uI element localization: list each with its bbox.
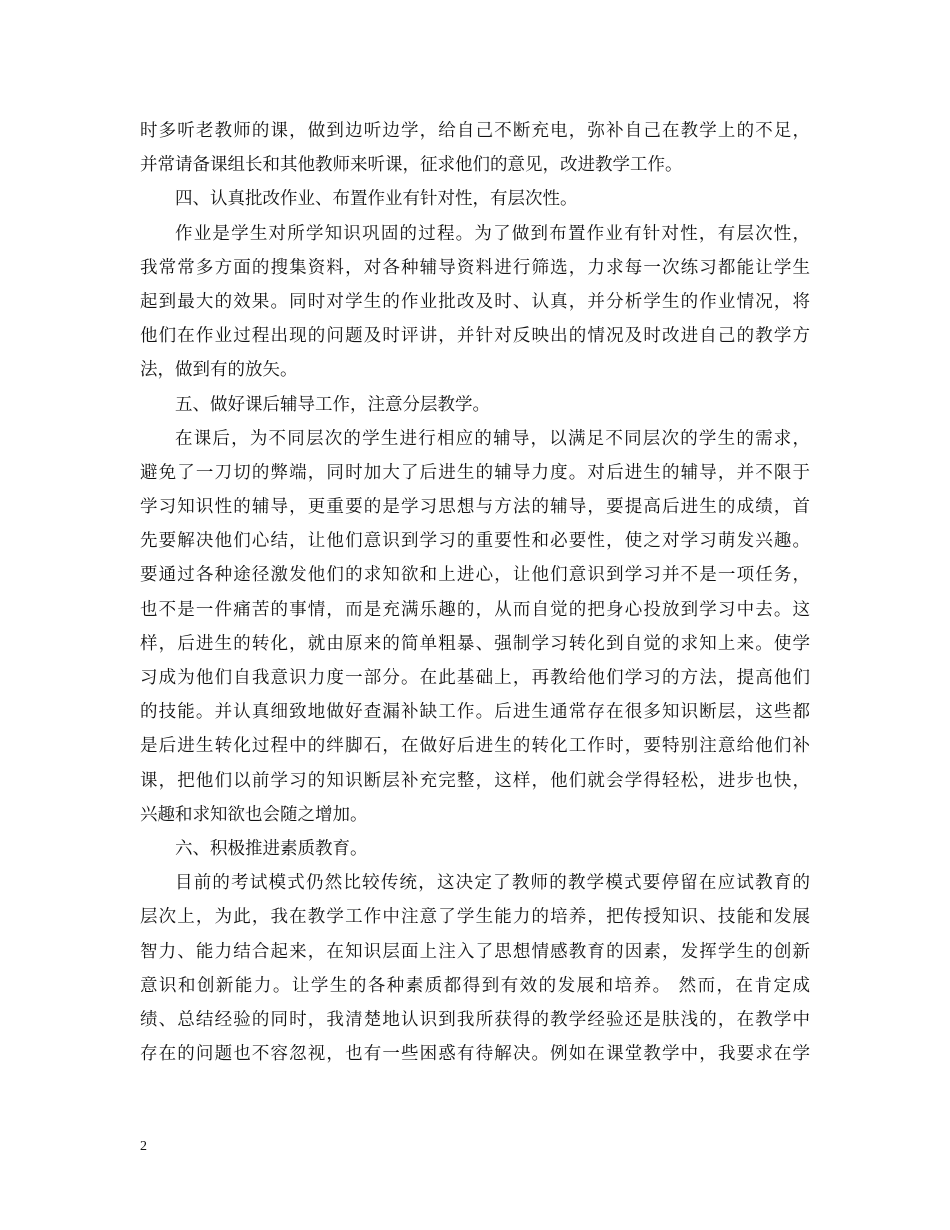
text-line: 在课后，为不同层次的学生进行相应的辅导，以满足不同层次的学生的需求， <box>175 428 810 449</box>
text-line: 是后进生转化过程中的绊脚石，在做好后进生的转化工作时，要特别注意给他们补 <box>140 736 810 757</box>
text-line: 意识和创新能力。让学生的各种素质都得到有效的发展和培养。 然而，在肯定成 <box>140 975 810 996</box>
text-line: 我常常多方面的搜集资料，对各种辅导资料进行筛选，力求每一次练习都能让学生 <box>140 257 810 278</box>
text-line: 作业是学生对所学知识巩固的过程。为了做到布置作业有针对性，有层次性， <box>175 223 810 244</box>
text-line: 也不是一件痛苦的事情，而是充满乐趣的，从而自觉的把身心投放到学习中去。这 <box>140 599 810 620</box>
text-line: 四、认真批改作业、布置作业有针对性，有层次性。 <box>175 189 578 210</box>
text-line: 要通过各种途径激发他们的求知欲和上进心，让他们意识到学习并不是一项任务， <box>140 565 810 586</box>
text-line: 习成为他们自我意识力度一部分。在此基础上，再教给他们学习的方法，提高他们 <box>140 668 810 688</box>
page-number: 2 <box>140 1139 147 1154</box>
text-line: 的技能。并认真细致地做好查漏补缺工作。后进生通常存在很多知识断层，这些都 <box>140 702 810 723</box>
text-line: 他们在作业过程出现的问题及时评讲，并针对反映出的情况及时改进自己的教学方 <box>140 326 810 347</box>
text-line: 层次上，为此，我在教学工作中注意了学生能力的培养，把传授知识、技能和发展 <box>140 907 810 928</box>
text-line: 课，把他们以前学习的知识断层补充完整，这样，他们就会学得轻松，进步也快， <box>140 770 810 791</box>
text-line: 兴趣和求知欲也会随之增加。 <box>140 804 368 825</box>
body-text <box>140 114 810 1071</box>
text-line: 避免了一刀切的弊端，同时加大了后进生的辅导力度。对后进生的辅导，并不限于 <box>140 462 810 483</box>
text-line: 五、做好课后辅导工作，注意分层教学。 <box>175 394 490 415</box>
text-line: 法，做到有的放矢。 <box>140 360 298 381</box>
text-line: 存在的问题也不容忽视，也有一些困惑有待解决。例如在课堂教学中，我要求在学 <box>140 1044 810 1065</box>
text-line: 起到最大的效果。同时对学生的作业批改及时、认真，并分析学生的作业情况，将 <box>140 291 810 312</box>
text-line: 样，后进生的转化，就由原来的简单粗暴、强制学习转化到自觉的求知上来。使学 <box>140 633 810 654</box>
text-line: 绩、总结经验的同时，我清楚地认识到我所获得的教学经验还是肤浅的，在教学中 <box>140 1009 810 1030</box>
text-line: 先要解决他们心结，让他们意识到学习的重要性和必要性，使之对学习萌发兴趣。 <box>140 531 810 552</box>
text-line: 六、积极推进素质教育。 <box>175 838 368 859</box>
text-line: 学习知识性的辅导，更重要的是学习思想与方法的辅导，要提高后进生的成绩，首 <box>140 497 810 518</box>
text-line: 时多听老教师的课，做到边听边学，给自己不断充电，弥补自己在教学上的不足， <box>140 121 810 141</box>
text-line: 智力、能力结合起来，在知识层面上注入了思想情感教育的因素，发挥学生的创新 <box>140 941 810 962</box>
text-line: 目前的考试模式仍然比较传统，这决定了教师的教学模式要停留在应试教育的 <box>175 873 810 894</box>
text-line: 并常请备课组长和其他教师来听课，征求他们的意见，改进教学工作。 <box>140 155 683 176</box>
